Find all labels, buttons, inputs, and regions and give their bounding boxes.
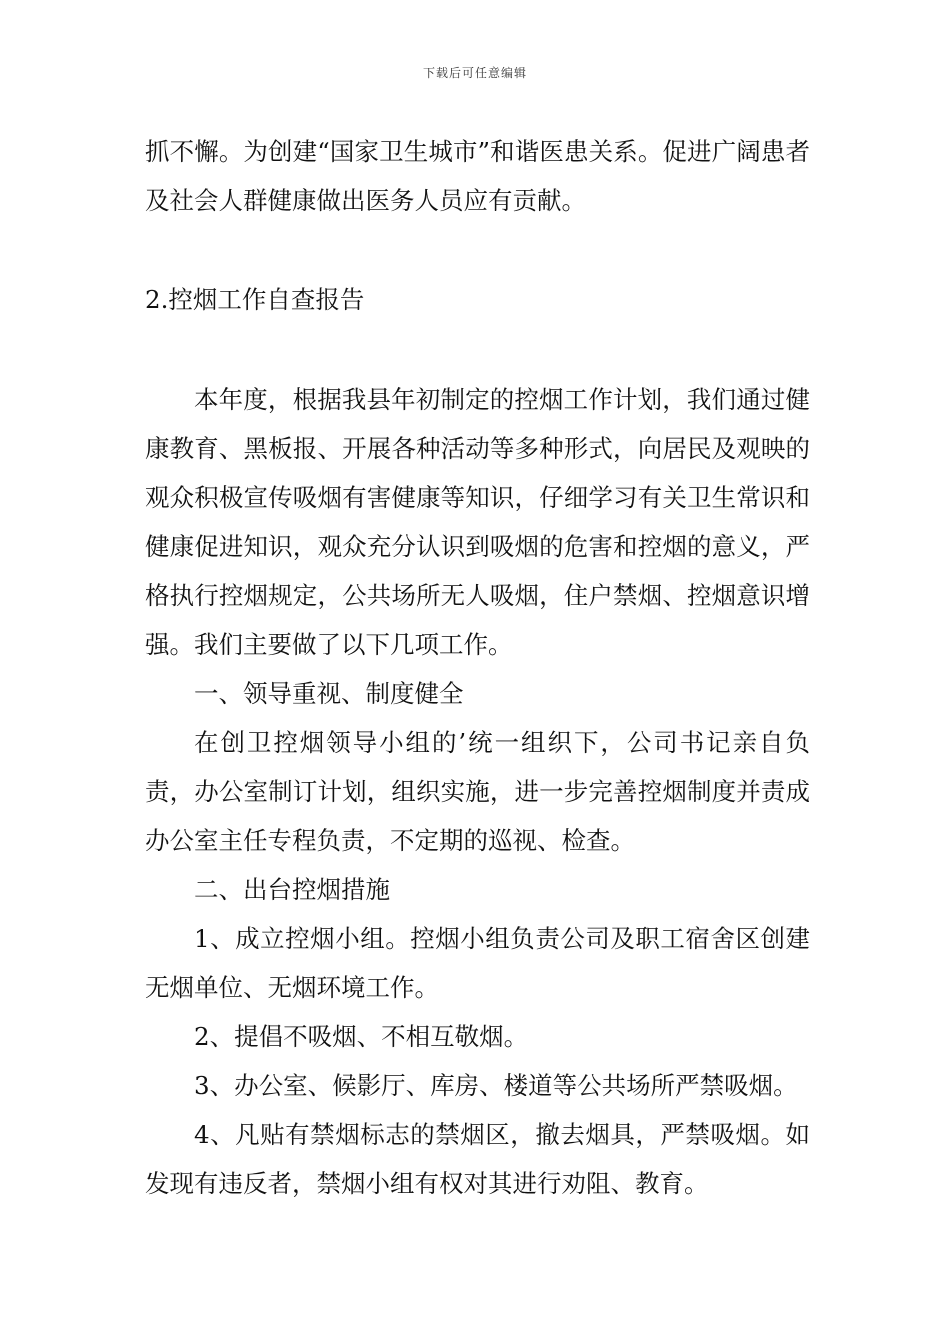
section-title-block — [145, 275, 810, 324]
report-body — [145, 375, 810, 1208]
paragraph: 抓不懈。为创建“国家卫生城市”和谐医患关系。促进广阔患者及社会人群健康做出医务人员应有贡献。 — [145, 137, 810, 215]
continuation-paragraph — [145, 127, 810, 225]
subheading-measures: 二、出台控烟措施 — [194, 875, 390, 904]
page-header: 下载后可任意编辑 — [422, 66, 527, 80]
measure-item: 2、提倡不吸烟、不相互敬烟。 — [194, 1022, 529, 1051]
measure-item: 1、成立控烟小组。控烟小组负责公司及职工宿舍区创建无烟单位、无烟环境工作。 — [145, 924, 810, 1002]
section-title: 2.控烟工作自查报告 — [145, 285, 365, 314]
paragraph-leadership: 在创卫控烟领导小组的’统一组织下，公司书记亲自负责，办公室制订计划，组织实施，进一步完善控烟制度并责成办公室主任专程负责，不定期的巡视、检查。 — [145, 728, 810, 855]
measure-item: 4、凡贴有禁烟标志的禁烟区，撤去烟具，严禁吸烟。如发现有违反者，禁烟小组有权对其进行劝阻、教育。 — [145, 1120, 810, 1198]
intro-paragraph: 本年度，根据我县年初制定的控烟工作计划，我们通过健康教育、黑板报、开展各种活动等多种形式，向居民及观映的观众积极宣传吸烟有害健康等知识，仔细学习有关卫生常识和健康促进知识，观众充分认识到吸烟的危害和控烟的意义，严格执行控烟规定，公共场所无人吸烟，住户禁烟、控烟意识增强。我们主要做了以下几项工作。 — [145, 385, 810, 659]
measure-item: 3、办公室、候影厅、库房、楼道等公共场所严禁吸烟。 — [194, 1071, 798, 1100]
subheading-leadership: 一、领导重视、制度健全 — [194, 679, 464, 708]
